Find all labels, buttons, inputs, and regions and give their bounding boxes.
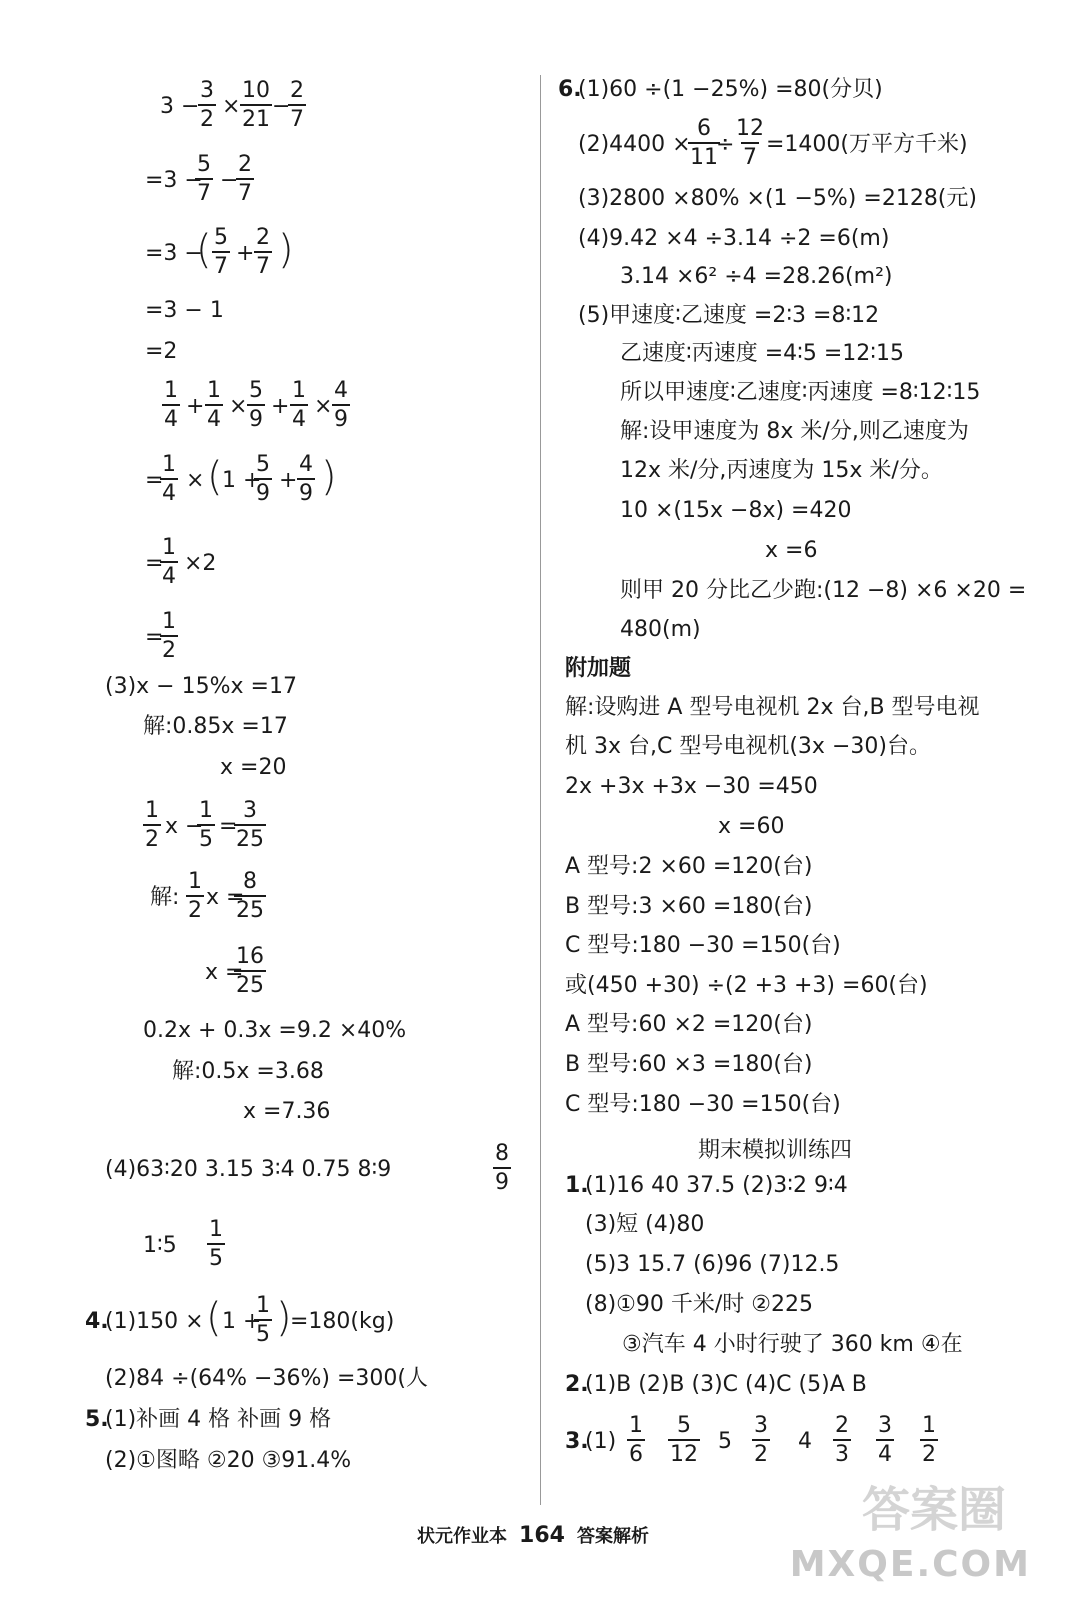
fraction: $\frac{2}{7}$ <box>290 78 304 132</box>
fraction: $\frac{8}{25}$ <box>236 869 264 923</box>
fraction: $\frac{3}{4}$ <box>878 1413 892 1467</box>
fraction: $\frac{1}{5}$ <box>209 1217 223 1271</box>
fraction: $\frac{1}{2}$ <box>145 798 159 852</box>
expr-part: 1 + <box>222 468 262 493</box>
answer-line: (4)63∶20 3.15 3∶4 0.75 8∶9 <box>105 1157 392 1182</box>
fraction: $\frac{8}{9}$ <box>495 1141 509 1195</box>
fraction: $\frac{3}{2}$ <box>754 1413 768 1467</box>
fraction: $\frac{5}{9}$ <box>249 378 263 432</box>
expr-part: (1)150 × <box>105 1309 204 1334</box>
expr-part: ×2 <box>184 551 217 576</box>
fraction: $\frac{1}{5}$ <box>256 1293 270 1347</box>
expr-line: = <box>145 551 164 576</box>
fraction: $\frac{5}{9}$ <box>256 452 270 506</box>
answer-line: (1)补画 4 格 补画 9 格 <box>105 1407 332 1432</box>
answer-line: x =6 <box>765 538 818 563</box>
watermark-url: MXQE.COM <box>789 1544 1031 1585</box>
solution-line: x =7.36 <box>243 1099 331 1124</box>
answer-value: 4 <box>798 1429 812 1454</box>
operator: × <box>222 94 241 119</box>
answer-line: 480(m) <box>620 617 701 642</box>
expr-line: =3 − <box>145 168 203 193</box>
fraction: $\frac{1}{2}$ <box>922 1413 936 1467</box>
question-number: 1. <box>565 1173 589 1198</box>
expr-line: = <box>145 468 164 493</box>
fraction: $\frac{1}{2}$ <box>162 609 176 663</box>
answer-line: 10 ×(15x −8x) =420 <box>620 498 852 523</box>
operator: − <box>220 168 239 193</box>
answer-value: 5 <box>718 1429 732 1454</box>
answer-line: 3.14 ×6² ÷4 =28.26(m²) <box>620 264 893 289</box>
expr-part: (1) <box>585 1429 617 1454</box>
answer-line: (1)B (2)B (3)C (4)C (5)A B <box>585 1372 867 1397</box>
paren: ( <box>207 454 223 500</box>
answer-line: 2x +3x +3x −30 =450 <box>565 774 818 799</box>
operator: + <box>236 241 255 266</box>
fraction: $\frac{2}{3}$ <box>835 1413 849 1467</box>
expr-line: =2 <box>145 339 178 364</box>
fraction: $\frac{1}{4}$ <box>292 378 306 432</box>
answer-line: (8)①90 千米/时 ②225 <box>585 1292 813 1317</box>
operator: × <box>186 468 205 493</box>
problem-line: (3)x − 15%x =17 <box>105 674 297 699</box>
fraction: $\frac{5}{7}$ <box>214 225 228 279</box>
answer-line: x =60 <box>718 814 785 839</box>
fraction: $\frac{2}{7}$ <box>238 152 252 206</box>
solution-line: x = <box>205 960 244 985</box>
paren: ( <box>206 1295 222 1341</box>
answer-line: (5)甲速度∶乙速度 =2∶3 =8∶12 <box>578 303 880 328</box>
question-number: 3. <box>565 1429 589 1454</box>
fraction: $\frac{4}{9}$ <box>299 452 313 506</box>
page-number: 164 <box>519 1523 565 1548</box>
answer-line: 解:设购进 A 型号电视机 2x 台,B 型号电视 <box>565 695 980 720</box>
answer-line: 解:设甲速度为 8x 米/分,则乙速度为 <box>620 419 969 444</box>
question-number: 2. <box>565 1372 589 1397</box>
answer-line: A 型号:2 ×60 =120(台) <box>565 854 813 879</box>
paren: ( <box>196 227 212 273</box>
answer-line: 则甲 20 分比乙少跑:(12 −8) ×6 ×20 = <box>620 578 1027 603</box>
answer-line: 所以甲速度∶乙速度∶丙速度 =8∶12∶15 <box>620 380 981 405</box>
expr-line: = <box>145 625 164 650</box>
fraction: $\frac{10}{21}$ <box>242 78 270 132</box>
question-number: 6. <box>558 77 582 102</box>
answer-line: (2)①图略 ②20 ③91.4% <box>105 1448 352 1473</box>
answer-line: (1)16 40 37.5 (2)3∶2 9∶4 <box>585 1173 848 1198</box>
answer-line: (3)短 (4)80 <box>585 1212 705 1237</box>
question-number: 4. <box>85 1309 109 1334</box>
fraction: $\frac{1}{5}$ <box>199 798 213 852</box>
expr-part: =180(kg) <box>290 1309 395 1334</box>
fraction: $\frac{1}{4}$ <box>164 378 178 432</box>
answer-line: (1)60 ÷(1 −25%) =80(分贝) <box>578 77 883 102</box>
answer-line: A 型号:60 ×2 =120(台) <box>565 1012 813 1037</box>
watermark-logo: 答案圈 <box>861 1482 1006 1538</box>
fraction: $\frac{3}{2}$ <box>200 78 214 132</box>
answer-line: 乙速度∶丙速度 =4∶5 =12∶15 <box>620 341 905 366</box>
fraction: $\frac{2}{7}$ <box>256 225 270 279</box>
answer-line: 1∶5 <box>143 1233 177 1258</box>
answer-line: (5)3 15.7 (6)96 (7)12.5 <box>585 1252 840 1277</box>
answer-line: B 型号:3 ×60 =180(台) <box>565 894 813 919</box>
section-heading: 附加题 <box>565 656 632 681</box>
operator: = <box>219 814 238 839</box>
expr-part: =1400(万平方千米) <box>766 132 968 157</box>
answer-line: (3)2800 ×80% ×(1 −5%) =2128(元) <box>578 186 977 211</box>
answer-line: (4)9.42 ×4 ÷3.14 ÷2 =6(m) <box>578 226 890 251</box>
answer-line: C 型号:180 −30 =150(台) <box>565 1092 841 1117</box>
fraction: $\frac{16}{25}$ <box>236 944 264 998</box>
answer-line: 机 3x 台,C 型号电视机(3x −30)台。 <box>565 734 931 759</box>
operator: + <box>271 394 290 419</box>
solution-label: 解: <box>150 885 180 910</box>
answer-line: (2)84 ÷(64% −36%) =300(人 <box>105 1366 428 1391</box>
expr-part: (2)4400 × <box>578 132 691 157</box>
footer-section: 答案解析 <box>576 1526 649 1547</box>
answer-line: ③汽车 4 小时行驶了 360 km ④在 <box>622 1332 963 1357</box>
fraction: $\frac{4}{9}$ <box>334 378 348 432</box>
expr-part: 1 + <box>222 1309 262 1334</box>
expr-part: x = <box>206 885 245 910</box>
expr-line: =3 − <box>145 241 203 266</box>
fraction: $\frac{1}{4}$ <box>162 535 176 589</box>
answer-line: 或(450 +30) ÷(2 +3 +3) =60(台) <box>565 973 928 998</box>
fraction: $\frac{12}{7}$ <box>736 116 764 170</box>
paren: ) <box>276 1295 292 1341</box>
fraction: $\frac{1}{6}$ <box>629 1413 643 1467</box>
paren: ) <box>321 454 337 500</box>
question-number: 5. <box>85 1407 109 1432</box>
solution-line: x =20 <box>220 755 287 780</box>
paren: ) <box>278 227 294 273</box>
answer-line: 12x 米/分,丙速度为 15x 米/分。 <box>620 458 943 483</box>
section-title: 期末模拟训练四 <box>698 1138 853 1163</box>
fraction: $\frac{6}{11}$ <box>690 116 718 170</box>
expr-line: =3 − 1 <box>145 298 224 323</box>
operator: × <box>229 394 248 419</box>
operator: × <box>314 394 333 419</box>
fraction: $\frac{5}{12}$ <box>670 1413 698 1467</box>
fraction: $\frac{1}{4}$ <box>207 378 221 432</box>
solution-line: 解:0.5x =3.68 <box>172 1059 324 1084</box>
answer-line: B 型号:60 ×3 =180(台) <box>565 1052 813 1077</box>
book-title: 状元作业本 <box>417 1526 508 1547</box>
operator: + <box>279 468 298 493</box>
expr-start: 3 − <box>160 94 200 119</box>
expr-part: x − <box>165 814 204 839</box>
fraction: $\frac{3}{25}$ <box>236 798 264 852</box>
operator: ÷ <box>716 132 735 157</box>
fraction: $\frac{5}{7}$ <box>197 152 211 206</box>
solution-line: 解:0.85x =17 <box>143 714 288 739</box>
operator: + <box>186 394 205 419</box>
operator: − <box>272 94 291 119</box>
fraction: $\frac{1}{2}$ <box>188 869 202 923</box>
problem-line: 0.2x + 0.3x =9.2 ×40% <box>143 1018 407 1043</box>
answer-line: C 型号:180 −30 =150(台) <box>565 933 841 958</box>
column-divider <box>540 75 541 1505</box>
fraction: $\frac{1}{4}$ <box>162 452 176 506</box>
